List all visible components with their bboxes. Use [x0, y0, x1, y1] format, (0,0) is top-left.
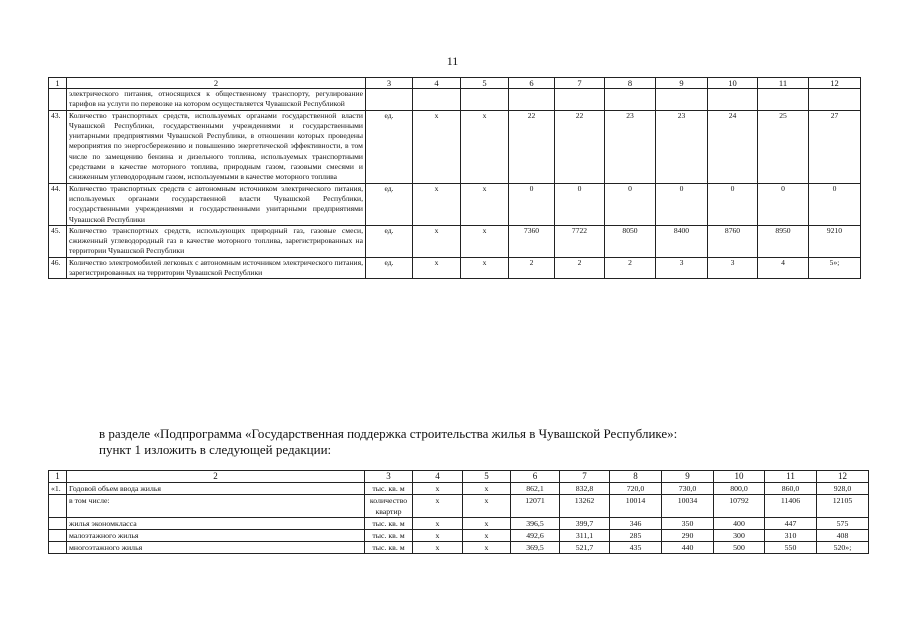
- value-cell: 12071: [511, 495, 560, 518]
- value-cell: х: [413, 518, 463, 530]
- header-row: [49, 78, 861, 89]
- value-cell: 24: [708, 110, 758, 183]
- value-cell: х: [461, 225, 509, 257]
- value-cell: 440: [662, 542, 714, 554]
- value-cell: 13262: [560, 495, 610, 518]
- value-cell: 492,6: [511, 530, 560, 542]
- value-cell: [758, 89, 809, 111]
- value-cell: 860,0: [765, 483, 817, 495]
- unit-cell: ед.: [366, 183, 413, 225]
- value-cell: 350: [662, 518, 714, 530]
- column-header: 2: [67, 471, 365, 483]
- indicator-name: жилья экономкласса: [67, 518, 365, 530]
- value-cell: [656, 89, 708, 111]
- table-row: [49, 225, 861, 257]
- column-header: 2: [67, 78, 366, 89]
- column-header: 12: [817, 471, 869, 483]
- table-row: [49, 110, 861, 183]
- column-header: 12: [809, 78, 861, 89]
- unit-cell: ед.: [366, 110, 413, 183]
- unit-cell: ед.: [366, 257, 413, 279]
- indicators-table-transport: [48, 77, 861, 279]
- value-cell: 10034: [662, 495, 714, 518]
- value-cell: 928,0: [817, 483, 869, 495]
- header-row: [49, 471, 869, 483]
- column-header: 7: [555, 78, 605, 89]
- value-cell: 575: [817, 518, 869, 530]
- value-cell: 10014: [610, 495, 662, 518]
- value-cell: 311,1: [560, 530, 610, 542]
- value-cell: 23: [605, 110, 656, 183]
- unit-cell: тыс. кв. м: [365, 483, 413, 495]
- value-cell: 285: [610, 530, 662, 542]
- value-cell: 2: [605, 257, 656, 279]
- value-cell: [509, 89, 555, 111]
- value-cell: 23: [656, 110, 708, 183]
- value-cell: 11406: [765, 495, 817, 518]
- page-number: 11: [446, 54, 459, 68]
- table-row: [49, 495, 869, 518]
- value-cell: 22: [509, 110, 555, 183]
- unit-cell: тыс. кв. м: [365, 530, 413, 542]
- value-cell: 8950: [758, 225, 809, 257]
- indicator-name: Количество транспортных средств, используемых органами государственной власти Чувашской Республики, государственными учреждениями и государственными унитарными предприятиями Чувашской Республики, в отношении которых проведены мероприятия по энергосбережению и повышению энергетической эффективности, в том числе по замещению бензина и дизельного топлива, используемых транспортными средствами в качестве моторного топлива, природным газом, газовыми смесями и сжиженным углеводородным газом, используемыми в качестве моторного топлива: [67, 110, 366, 183]
- value-cell: х: [463, 542, 511, 554]
- value-cell: 0: [708, 183, 758, 225]
- column-header: 11: [758, 78, 809, 89]
- column-header: 1: [49, 471, 67, 483]
- column-header: 1: [49, 78, 67, 89]
- value-cell: 346: [610, 518, 662, 530]
- value-cell: 400: [714, 518, 765, 530]
- value-cell: х: [461, 183, 509, 225]
- value-cell: [708, 89, 758, 111]
- value-cell: 0: [758, 183, 809, 225]
- unit-cell: тыс. кв. м: [365, 542, 413, 554]
- value-cell: 0: [509, 183, 555, 225]
- value-cell: х: [463, 495, 511, 518]
- table-row: [49, 518, 869, 530]
- value-cell: 0: [809, 183, 861, 225]
- value-cell: 447: [765, 518, 817, 530]
- column-header: 10: [708, 78, 758, 89]
- value-cell: 310: [765, 530, 817, 542]
- value-cell: 408: [817, 530, 869, 542]
- value-cell: 800,0: [714, 483, 765, 495]
- value-cell: 25: [758, 110, 809, 183]
- value-cell: х: [413, 110, 461, 183]
- value-cell: 2: [509, 257, 555, 279]
- value-cell: х: [461, 257, 509, 279]
- value-cell: х: [413, 183, 461, 225]
- value-cell: 369,5: [511, 542, 560, 554]
- value-cell: 396,5: [511, 518, 560, 530]
- column-header: 9: [662, 471, 714, 483]
- value-cell: х: [461, 110, 509, 183]
- row-number: [49, 530, 67, 542]
- value-cell: х: [463, 483, 511, 495]
- column-header: 5: [463, 471, 511, 483]
- column-header: 5: [461, 78, 509, 89]
- value-cell: 9210: [809, 225, 861, 257]
- table-row: [49, 183, 861, 225]
- value-cell: х: [413, 257, 461, 279]
- indicator-name: Количество транспортных средств с автономным источником электрического питания, используемых органами государственной власти Чувашской Республики, государственными учреждениями и государственными унитарными предприятиями Чувашской Республики: [67, 183, 366, 225]
- section-instruction: в разделе «Подпрограмма «Государственная поддержка строительства жилья в Чувашской Республике»:: [99, 426, 678, 441]
- indicator-name: многоэтажного жилья: [67, 542, 365, 554]
- row-number: [49, 495, 67, 518]
- value-cell: 435: [610, 542, 662, 554]
- value-cell: 22: [555, 110, 605, 183]
- column-header: 10: [714, 471, 765, 483]
- value-cell: 8760: [708, 225, 758, 257]
- indicator-name: Количество электромобилей легковых с автономным источником электрического питания, зарегистрированных на территории Чувашской Республики: [67, 257, 366, 279]
- value-cell: 290: [662, 530, 714, 542]
- unit-cell: [366, 89, 413, 111]
- value-cell: 3: [656, 257, 708, 279]
- table-row: [49, 89, 861, 111]
- row-number: [49, 518, 67, 530]
- indicator-name: электрического питания, относящихся к общественному транспорту, регулирование тарифов на услуги по перевозке на котором осуществляется Чувашской Республикой: [67, 89, 366, 111]
- row-number: [49, 542, 67, 554]
- row-number: 45.: [49, 225, 67, 257]
- row-number: [49, 89, 67, 111]
- column-header: 8: [605, 78, 656, 89]
- value-cell: 8400: [656, 225, 708, 257]
- value-cell: х: [413, 495, 463, 518]
- table-row: [49, 483, 869, 495]
- indicator-name: Годовой объем ввода жилья: [67, 483, 365, 495]
- unit-cell: количество квартир: [365, 495, 413, 518]
- value-cell: 832,8: [560, 483, 610, 495]
- table-row: [49, 542, 869, 554]
- value-cell: [605, 89, 656, 111]
- value-cell: 7360: [509, 225, 555, 257]
- value-cell: 0: [605, 183, 656, 225]
- value-cell: 27: [809, 110, 861, 183]
- value-cell: 500: [714, 542, 765, 554]
- value-cell: 300: [714, 530, 765, 542]
- value-cell: 521,7: [560, 542, 610, 554]
- column-header: 7: [560, 471, 610, 483]
- value-cell: х: [413, 530, 463, 542]
- value-cell: х: [413, 542, 463, 554]
- value-cell: 730,0: [662, 483, 714, 495]
- value-cell: 10792: [714, 495, 765, 518]
- value-cell: 0: [656, 183, 708, 225]
- row-number: 43.: [49, 110, 67, 183]
- value-cell: [555, 89, 605, 111]
- column-header: 6: [509, 78, 555, 89]
- value-cell: 7722: [555, 225, 605, 257]
- value-cell: [413, 89, 461, 111]
- value-cell: х: [413, 225, 461, 257]
- value-cell: [461, 89, 509, 111]
- value-cell: 520»;: [817, 542, 869, 554]
- value-cell: 550: [765, 542, 817, 554]
- value-cell: 8050: [605, 225, 656, 257]
- value-cell: 399,7: [560, 518, 610, 530]
- value-cell: х: [463, 518, 511, 530]
- column-header: 6: [511, 471, 560, 483]
- row-number: «1.: [49, 483, 67, 495]
- value-cell: 0: [555, 183, 605, 225]
- row-number: 44.: [49, 183, 67, 225]
- value-cell: 720,0: [610, 483, 662, 495]
- item-instruction: пункт 1 изложить в следующей редакции:: [99, 442, 332, 457]
- value-cell: 3: [708, 257, 758, 279]
- indicator-name: малоэтажного жилья: [67, 530, 365, 542]
- indicator-name: в том числе:: [67, 495, 365, 518]
- column-header: 3: [366, 78, 413, 89]
- value-cell: 12105: [817, 495, 869, 518]
- unit-cell: тыс. кв. м: [365, 518, 413, 530]
- value-cell: 2: [555, 257, 605, 279]
- indicators-table-housing: [48, 470, 869, 554]
- value-cell: 862,1: [511, 483, 560, 495]
- column-header: 9: [656, 78, 708, 89]
- value-cell: 4: [758, 257, 809, 279]
- unit-cell: ед.: [366, 225, 413, 257]
- value-cell: [809, 89, 861, 111]
- table-row: [49, 530, 869, 542]
- column-header: 4: [413, 471, 463, 483]
- column-header: 8: [610, 471, 662, 483]
- value-cell: х: [413, 483, 463, 495]
- row-number: 46.: [49, 257, 67, 279]
- value-cell: 5»;: [809, 257, 861, 279]
- value-cell: х: [463, 530, 511, 542]
- indicator-name: Количество транспортных средств, использующих природный газ, газовые смеси, сжиженный углеводородный газ в качестве моторного топлива, зарегистрированных на территории Чувашской Республики: [67, 225, 366, 257]
- table-row: [49, 257, 861, 279]
- column-header: 4: [413, 78, 461, 89]
- column-header: 11: [765, 471, 817, 483]
- column-header: 3: [365, 471, 413, 483]
